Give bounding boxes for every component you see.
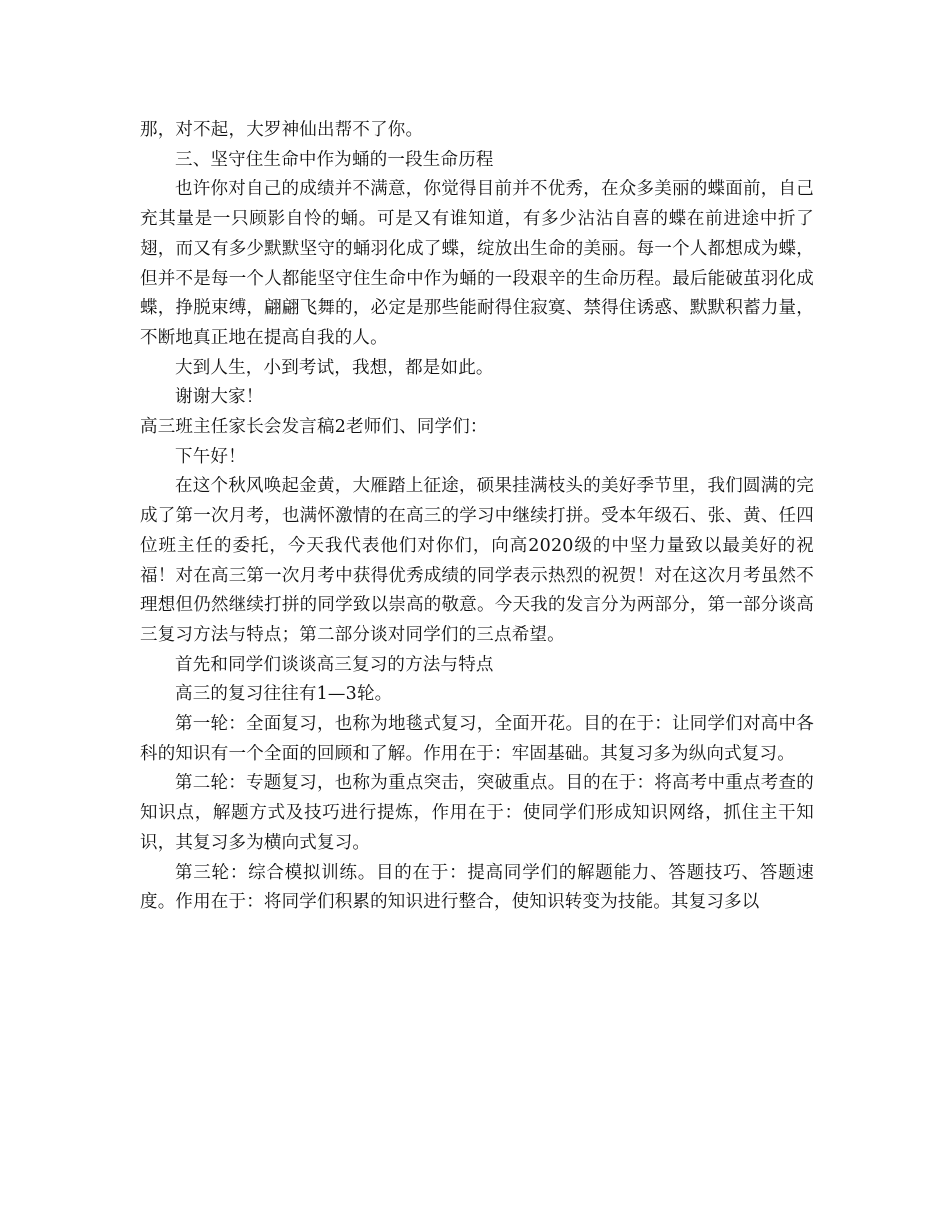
paragraph-review-rounds: 高三的复习往往有1—3轮。	[175, 684, 393, 705]
paragraph-round-two: 第二轮：专题复习，也称为重点突击，突破重点。目的在于：将高考中重点考查的知识点，解题方式及技巧进行提炼，作用在于：使同学们形成知识网络，抓住主干知识，其复习多为横向式复习。	[140, 773, 814, 853]
paragraph-greeting: 下午好！	[175, 446, 246, 467]
section-heading-three: 三、坚守住生命中作为蛹的一段生命历程	[175, 149, 494, 170]
paragraph-introduction: 在这个秋风唤起金黄，大雁踏上征途，硕果挂满枝头的美好季节里，我们圆满的完成了第一次月考，也满怀激情的在高三的学习中继续打拼。受本年级石、张、黄、任四位班主任的委托，今天我代表他们对你们，向高2020级的中坚力量致以最美好的祝福！对在高三第一次月考中获得优秀成绩的同学表示热烈的祝贺！对在这次月考虽然不理想但仍然继续打拼的同学致以崇高的敬意。今天我的发言分为两部分，第一部分谈高三复习方法与特点；第二部分谈对同学们的三点希望。	[140, 476, 814, 645]
paragraph-life-and-exams: 大到人生，小到考试，我想，都是如此。	[175, 357, 494, 378]
paragraph-round-three: 第三轮：综合模拟训练。目的在于：提高同学们的解题能力、答题技巧、答题速度。作用在于：将同学们积累的知识进行整合，使知识转变为技能。其复习多以	[140, 862, 814, 913]
paragraph-review-methods-heading: 首先和同学们谈谈高三复习的方法与特点	[175, 654, 494, 675]
paragraph-round-one: 第一轮：全面复习，也称为地毯式复习，全面开花。目的在于：让同学们对高中各科的知识有一个全面的回顾和了解。作用在于：牢固基础。其复习多为纵向式复习。	[140, 714, 814, 764]
paragraph-chrysalis: 也许你对自己的成绩并不满意，你觉得目前并不优秀，在众多美丽的蝶面前，自己充其量是一只顾影自怜的蛹。可是又有谁知道，有多少沾沾自喜的蝶在前进途中折了翅，而又有多少默默坚守的蛹羽化成了蝶，绽放出生命的美丽。每一个人都想成为蝶，但并不是每一个人都能坚守住生命中作为蛹的一段艰辛的生命历程。最后能破茧羽化成蝶，挣脱束缚，翩翩飞舞的，必定是那些能耐得住寂寞、禁得住诱惑、默默积蓄力量，不断地真正地在提高自我的人。	[140, 179, 814, 348]
speech-title: 高三班主任家长会发言稿2老师们、同学们：	[140, 417, 488, 438]
paragraph-continuation: 那，对不起，大罗神仙出帮不了你。	[140, 120, 424, 140]
paragraph-thanks: 谢谢大家！	[175, 387, 264, 408]
document-body	[140, 116, 814, 918]
